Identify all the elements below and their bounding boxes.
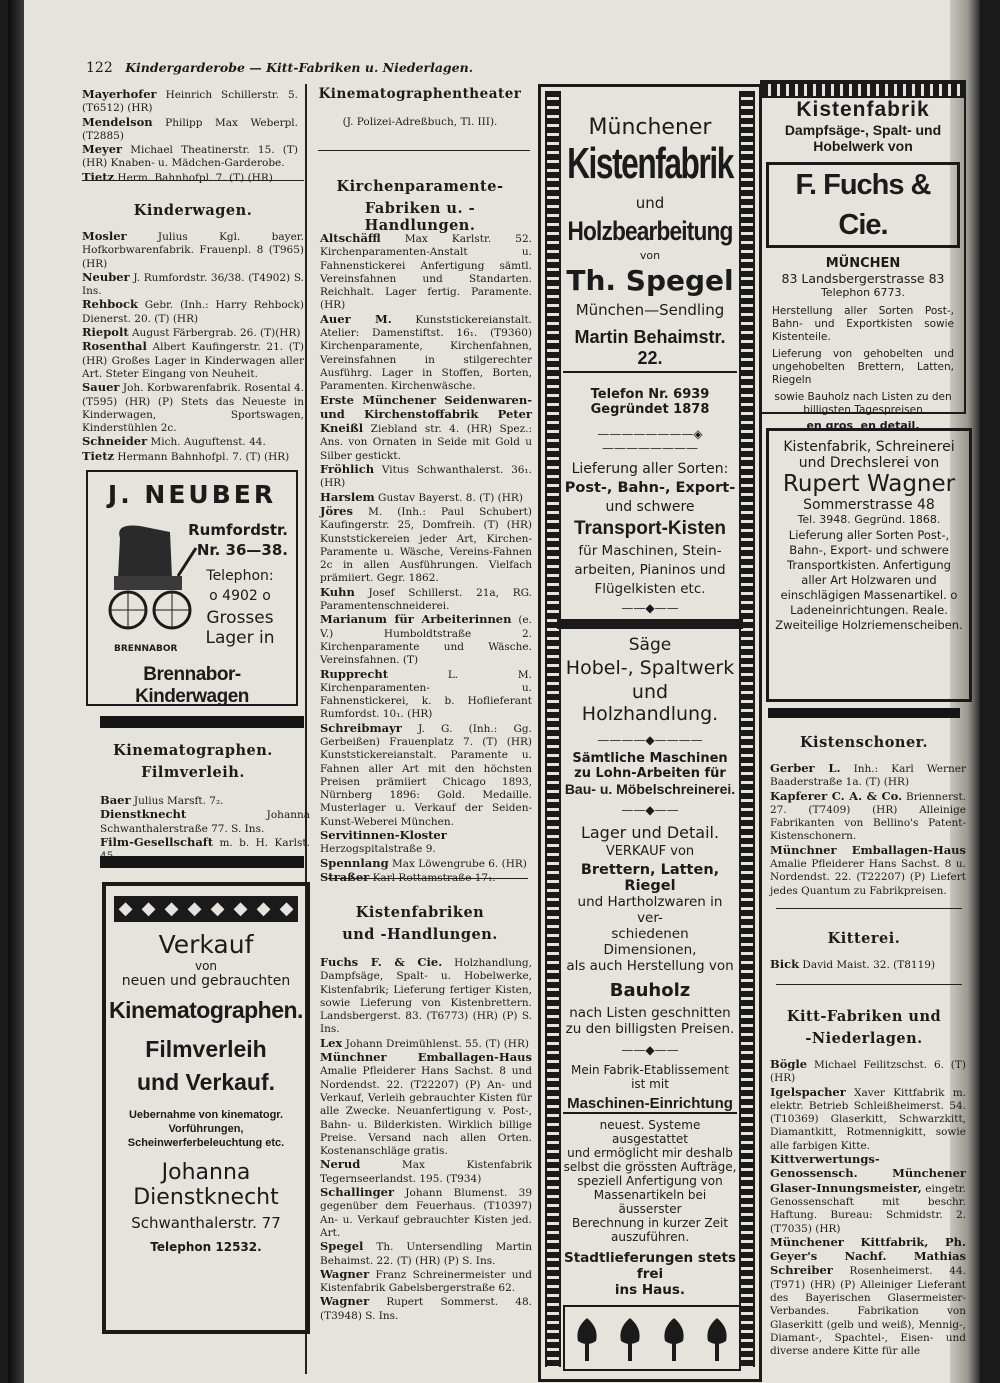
entry-name: Bick: [770, 957, 800, 971]
entry-text: Michael Feilitzschst. 6. (T) (HR): [770, 1059, 966, 1085]
fuchs-ad: [760, 80, 966, 432]
spegel-l20: und Holzhandlung.: [581, 681, 719, 725]
spegel-l17: Flügelkisten etc.: [594, 581, 706, 597]
entry-name: Wagner: [320, 1266, 370, 1281]
directory-entry: [82, 435, 304, 449]
entry-name: Tietz: [82, 448, 115, 463]
kisten-title-1: Kistenfabriken: [355, 904, 485, 921]
verkauf-filmverleih: Filmverleih: [145, 1036, 267, 1062]
spegel-l18: Säge: [628, 635, 672, 655]
directory-entry: [82, 88, 298, 116]
fuchs-brand: F. Fuchs & Cie.: [766, 162, 960, 248]
filmverleih-title: Filmverleih.: [141, 764, 245, 781]
page: [8, 0, 980, 1383]
directory-entry: [320, 722, 532, 829]
spegel-l15: für Maschinen, Stein-: [578, 543, 722, 559]
spegel-l38: selbst die grössten Aufträge,: [563, 1160, 737, 1174]
kitterei-entries: [770, 958, 966, 972]
spegel-l4: Holzbearbeitung: [567, 216, 733, 246]
spegel-l37: und ermöglicht mir deshalb: [567, 1146, 733, 1160]
directory-entry: [320, 1295, 532, 1323]
neuber-ad: [86, 470, 298, 706]
entry-name: Sauer: [82, 380, 120, 395]
theater-title: Kinematographentheater: [318, 86, 522, 102]
entry-text: Michael Theatinerstr. 15. (T) (HR) Knaben- u. Mädchen-Garderobe.: [82, 144, 298, 170]
entry-name: Tietz: [82, 169, 115, 184]
entry-name: Auer M.: [320, 311, 392, 326]
spegel-l2: Kistenfabrik: [567, 139, 733, 188]
spegel-l34: ist mit: [631, 1077, 669, 1091]
fuchs-phone: Telephon 6773.: [820, 286, 906, 299]
entry-text: eingetr. Genossenschaft mit beschr. Haftung. Bureau: Schmidstr. 2. (T7035) (HR): [770, 1182, 966, 1235]
entry-name: Harslem: [320, 489, 375, 504]
book-gutter: [8, 0, 24, 1383]
top-entries: [82, 88, 298, 185]
verkauf-name1: Johanna: [161, 1160, 251, 1185]
entry-text: David Maist. 32. (T8119): [799, 959, 936, 971]
kitt-entries: [770, 1058, 966, 1359]
spegel-l9: Telefon Nr. 6939: [590, 387, 710, 402]
directory-entry: [100, 808, 310, 836]
entry-name: Münchner Emballagen-Haus: [320, 1050, 532, 1065]
spegel-l8: Martin Behaimstr. 22.: [563, 327, 737, 373]
wagner-t5: Tel. 3948. Gegründ. 1868.: [797, 513, 941, 526]
entry-text: m. b. H. Karlst.: [219, 836, 310, 849]
thick-divider-2: [100, 856, 304, 868]
entry-text: Franz Schreinermeister und Kistenfabrik Gabelsbergerstraße 62.: [320, 1268, 532, 1295]
entry-name: Spegel: [320, 1239, 364, 1254]
spegel-l28: schiedenen Dimensionen,: [603, 926, 697, 958]
entry-text: Josef Schillerst. 21a, RG. Paramentenschneiderei.: [320, 586, 532, 613]
entry-text: Johanna Schwanthalerstraße 77. S. Ins.: [100, 809, 310, 835]
spegel-l40: Massenartikeln bei äusserster: [593, 1188, 707, 1216]
neuber-address: [188, 520, 288, 560]
wagner-t3: Rupert Wagner: [782, 471, 956, 497]
verkauf-street: Schwanthalerstr. 77: [131, 1214, 281, 1232]
entry-name: Mayerhofer: [82, 87, 157, 101]
entry-text: Philipp Max Weberpl. (T2885): [82, 116, 298, 142]
spegel-l13: und schwere: [605, 499, 695, 515]
kitt-title-2: -Niederlagen.: [805, 1030, 923, 1047]
tulip-ornament-band: [563, 1305, 741, 1371]
directory-entry: [770, 1236, 966, 1359]
verkauf-uebernahme: Uebernahme von kinematogr. Vorführungen, Scheinwerferbeleuchtung etc.: [127, 1109, 285, 1149]
column-1: [82, 88, 298, 185]
spegel-l11: Lieferung aller Sorten:: [571, 461, 729, 477]
directory-entry: [320, 857, 532, 871]
directory-entry: [82, 116, 298, 144]
entry-text: (e. V.) Humboldtstraße 2. Kirchenparamente und Wäsche. Vereinsfahnen. (T): [320, 614, 532, 667]
spegel-ad: [538, 84, 762, 1382]
entry-name: Bögle: [770, 1057, 808, 1071]
spegel-l32: zu den billigsten Preisen.: [565, 1021, 735, 1037]
entry-text: Gustav Bayerst. 8. (T) (HR): [374, 491, 523, 504]
verkauf-von: von: [194, 959, 218, 973]
chain-border-top: [762, 82, 964, 98]
entry-text: Albert Kaufingerstr. 21. (T) (HR) Großes Lager in Kinderwagen aller Art. Steter Eingang von Neuheit.: [82, 341, 304, 380]
divider: [328, 878, 528, 879]
verkauf-title: Verkauf: [158, 930, 254, 959]
entry-name: Kapferer C. A. & Co.: [770, 788, 903, 803]
entry-name: Servitinnen-Kloster: [320, 828, 447, 843]
spegel-l26: Brettern, Latten, Riegel: [580, 862, 720, 894]
entry-name: Straßer: [320, 869, 370, 884]
theater-note: (J. Polizei-Adreßbuch, Tl. III).: [342, 116, 498, 128]
entry-text: Briennerst. 27. (T7409) (HR) Alleinige Fabrikanten von Bellino's Patent-Kistenschonern.: [770, 790, 966, 843]
divider: [776, 908, 962, 909]
entry-text: Rosenheimerst. 44. (T971) (HR) (P) Alleiniger Lieferant des Bayerischen Glasermeister-Verbandes. Fabrikation von Glaserkitt (gelb und weiß), Mennig-, Diamant-, Spachtel-, Eisen- und diverse andere Kitte für alle: [770, 1265, 966, 1358]
entry-name: Rupprecht: [320, 666, 389, 681]
entry-name: Igelspacher: [770, 1084, 846, 1099]
entry-name: Nerud: [320, 1157, 361, 1172]
paramente-entries: [320, 232, 532, 885]
spegel-l7: München—Sendling: [575, 301, 725, 319]
entry-name: Münchner Emballagen-Haus: [770, 842, 966, 857]
directory-entry: [770, 1153, 966, 1236]
directory-entry: [320, 1051, 532, 1158]
entry-name: Wagner: [320, 1294, 370, 1309]
deco-border: ◆ ◆ ◆ ◆ ◆ ◆ ◆ ◆: [114, 896, 298, 922]
entry-name: Kittverwertungs-Genossensch. Münchener Glaser-Innungsmeister,: [770, 1152, 966, 1195]
fuchs-t2: Dampfsäge-, Spalt- und: [784, 122, 942, 138]
neuber-street: Rumfordstr.: [188, 521, 288, 539]
directory-entry: [82, 340, 304, 381]
entry-name: Fröhlich: [320, 462, 375, 477]
directory-entry: [320, 394, 532, 463]
wagner-ad: [766, 428, 972, 702]
thick-divider: [768, 708, 960, 718]
ornament: ————◆————: [597, 733, 703, 747]
entry-text: Herzogspitalstraße 9.: [320, 843, 436, 856]
entry-name: Marianum für Arbeiterinnen: [320, 612, 512, 627]
directory-entry: [320, 491, 532, 505]
directory-entry: [82, 271, 304, 299]
entry-name: Fuchs F. & Cie.: [320, 955, 443, 969]
entry-name: Schreibmayr: [320, 720, 402, 735]
paramente-title-2: Fabriken u. -Handlungen.: [364, 200, 476, 234]
entry-text: Inh.: Karl Werner Baaderstraße 1a. (T) (HR): [770, 763, 966, 789]
directory-entry: [320, 1037, 532, 1051]
spegel-l25: VERKAUF von: [605, 844, 695, 859]
directory-entry: [770, 790, 966, 844]
neuber-lager: Lager in: [205, 628, 275, 648]
directory-entry: [320, 1268, 532, 1296]
verkauf-und: und Verkauf.: [136, 1069, 276, 1095]
entry-text: J. G. (Inh.: Gg. Gerbeißen) Frauenplatz 7. (T) (HR) Kunststickereianstalt. Paramente u. Fahnen aller Art mit den höchsten Preisen prämiiert Chicago 1893, Nürnberg 1896: Gold. Medaille. Musterlager u. Verkauf der Seiden-Kunst-Weberei München.: [320, 722, 532, 828]
ornament: ——◆——: [621, 601, 679, 615]
entry-text: August Färbergrab. 26. (T)(HR): [128, 327, 301, 340]
spegel-l10: Gegründet 1878: [590, 402, 710, 417]
entry-text: Hermann Bahnhofpl. 7. (T) (HR): [114, 450, 290, 463]
entry-text: Johann Blumenst. 39 gegenüber dem Feuerhaus. (T10397) An- u. Verkauf gebrauchter Kisten jed. Art.: [320, 1187, 532, 1239]
tulip-icon: [613, 1313, 647, 1363]
thick-divider: [557, 619, 743, 629]
fuchs-t3: Hobelwerk von: [813, 138, 913, 154]
entry-text: Ziebland str. 4. (HR) Spez.: Ans. von Ornaten in Seide mit Gold u Silber gestickt.: [320, 423, 532, 462]
entry-text: Julius Kgl. bayer. Hofkorbwarenfabrik. Frauenpl. 8 (T965) (HR): [82, 231, 304, 270]
kisten-title-2: und -Handlungen.: [342, 926, 498, 943]
spegel-l42: auszuführen.: [610, 1230, 690, 1244]
verkauf-kinema: Kinematographen.: [109, 997, 303, 1023]
directory-entry: [320, 668, 532, 722]
directory-entry: [320, 1186, 532, 1240]
directory-entry: [320, 586, 532, 614]
entry-name: Schallinger: [320, 1185, 395, 1200]
spegel-l6: Th. Spegel: [566, 264, 734, 297]
entry-name: Lex: [320, 1035, 343, 1050]
directory-entry: [320, 613, 532, 667]
neuber-phone-number: o 4902 o: [209, 588, 271, 604]
tulip-icon: [657, 1313, 691, 1363]
entry-text: Kunststickereianstalt. Atelier: Damenstiftst. 16₁. (T9360) Kirchenparamente, Kirchenfahnen, Vereinsfahnen in stilgerechter Ausführg. Lager in Stoffen, Borten, Paramenten. Kirchenwäsche.: [320, 313, 532, 393]
neuber-grosses: Grosses: [206, 608, 274, 628]
verkauf-name2: Dienstknecht: [133, 1185, 279, 1210]
kinderwagen-title: Kinderwagen.: [133, 202, 253, 219]
brennabor-small: BRENNABOR: [114, 644, 178, 654]
brennabor-line: Brennabor-Kinderwagen: [135, 664, 249, 707]
spegel-content: [563, 87, 737, 1298]
divider: [82, 180, 304, 181]
directory-entry: [320, 463, 532, 491]
entry-text: Amalie Pfleiderer Hans Sachst. 8 u. Nordendst. 22. (T22207) (P) Liefert jedes Quantum zu Fabrikpreisen.: [770, 858, 966, 897]
entry-name: Gerber L.: [770, 761, 841, 775]
spegel-l27: und Hartholzwaren in ver-: [577, 894, 723, 926]
kino-entries: [100, 794, 310, 863]
paramente-title-1: Kirchenparamente-: [336, 178, 504, 195]
kitt-title-1: Kitt-Fabriken und: [786, 1008, 942, 1025]
spegel-l35: Maschinen-Einrichtung: [563, 1095, 737, 1114]
directory-entry: [320, 956, 532, 1037]
fuchs-p1: Herstellung aller Sorten Post-, Bahn- und Exportkisten sowie Kistenteile.: [772, 305, 954, 343]
directory-entry: [770, 844, 966, 898]
entry-text: Gebr. (Inh.: Harry Rehbock) Dienerst. 20. (T) (HR): [82, 299, 304, 325]
directory-entry: [770, 958, 966, 972]
entry-name: Altschäffl: [320, 231, 381, 245]
entry-name: Meyer: [82, 142, 123, 157]
neuber-phone-label: Telephon:: [206, 568, 274, 584]
spegel-l44: ins Haus.: [614, 1282, 686, 1298]
spegel-l29: als auch Herstellung von: [566, 958, 734, 974]
kitterei-title: Kitterei.: [827, 930, 901, 947]
spegel-l22: zu Lohn-Arbeiten für: [574, 766, 726, 781]
spegel-l5: von: [639, 249, 661, 262]
spegel-l19: Hobel-, Spaltwerk: [565, 657, 735, 679]
spegel-l3: und: [635, 194, 665, 212]
entry-text: M. (Inh.: Paul Schubert) Kaufingerstr. 25, Domfreih. (T) (HR) Kunststickereien jeder Art, Kirchen-Paramente u. Wäsche, Vereins-Fahnen 2c in allen Ausführungen. Vielfach prämiiert. Gegr. 1862.: [320, 505, 532, 585]
entry-name: Mendelson: [82, 114, 153, 129]
neuber-title: J. NEUBER: [107, 480, 277, 509]
tulip-icon: [700, 1313, 734, 1363]
directory-entry: [320, 505, 532, 586]
entry-text: Herm. Bahnhofpl. 7. (T) (HR): [114, 171, 273, 184]
directory-entry: [100, 794, 310, 808]
entry-name: Rehbock: [82, 297, 138, 312]
entry-name: Rosenthal: [82, 339, 147, 354]
entry-text: Karl Rottamstraße 17₁.: [369, 871, 496, 884]
spegel-l31: nach Listen geschnitten: [569, 1005, 731, 1021]
schoner-title: Kistenschoner.: [799, 734, 929, 751]
fuchs-p3: sowie Bauholz nach Listen zu den billigsten Tagespreisen: [774, 391, 952, 416]
schoner-entries: [770, 762, 966, 898]
entry-name: Erste Münchener Seidenwaren- und Kirchenstoffabrik Peter Kneißl: [320, 392, 532, 436]
directory-entry: [82, 381, 304, 435]
fuchs-city: MÜNCHEN: [825, 256, 901, 271]
spegel-l39: speziell Anfertigung von: [577, 1174, 723, 1188]
directory-entry: [320, 1240, 532, 1268]
directory-entry: [82, 230, 304, 271]
directory-entry: [320, 829, 532, 857]
fuchs-p2: Lieferung von gehobelten und ungehobelten Brettern, Latten, Riegeln: [772, 348, 954, 386]
entry-text: Holzhandlung, Dampfsäge, Spalt- u. Hobelwerke, Kistenfabrik; Lieferung fertiger Kisten, sowie Lieferung von Kistenbrettern. Landsbergerst. 83. (T6773) (HR) (P) S. Ins.: [320, 957, 532, 1036]
verkauf-neu: neuen und gebrauchten: [121, 973, 291, 989]
spegel-l30: Bauholz: [609, 980, 691, 1001]
page-number: 122: [86, 60, 113, 76]
running-title: Kindergarderobe — Kitt-Fabriken u. Niederlagen.: [125, 60, 474, 75]
directory-entry: [320, 313, 532, 394]
spegel-l43: Stadtlieferungen stets frei: [564, 1250, 736, 1282]
spegel-l41: Berechnung in kurzer Zeit: [571, 1216, 729, 1230]
verkauf-ad: [102, 882, 310, 1334]
divider: [318, 150, 530, 151]
entry-name: Mosler: [82, 229, 127, 243]
directory-entry: [82, 450, 304, 464]
entry-text: Julius Marsft. 7₂.: [130, 795, 224, 807]
spegel-l36: neuest. Systeme ausgestattet: [599, 1118, 701, 1146]
entry-name: Jöres: [320, 503, 353, 518]
directory-entry: [770, 1058, 966, 1086]
chain-border-right: [739, 91, 755, 1367]
entry-text: Max Löwengrube 6. (HR): [388, 857, 527, 870]
ornament: ————————◈————————: [597, 427, 703, 455]
thick-divider: [100, 716, 304, 728]
spegel-l21: Sämtliche Maschinen: [572, 751, 728, 766]
entry-text: Rupert Sommerst. 48. (T3948) S. Ins.: [320, 1296, 532, 1322]
ornament: ——◆——: [621, 1043, 679, 1057]
entry-text: Th. Untersendling Martin Behaimst. 22. (T) (HR) (P) S. Ins.: [320, 1241, 532, 1267]
entry-text: Max Kistenfabrik Tegernseerlandst. 195. (T934): [320, 1159, 532, 1185]
pram-illustration: [100, 518, 200, 638]
spegel-l23: Bau- u. Möbelschreinerei.: [564, 781, 736, 797]
directory-entry: [320, 1158, 532, 1186]
chain-border-left: [545, 91, 561, 1367]
entry-name: Münchener Kittfabrik, Ph. Geyer's Nachf. Mathias Schreiber: [770, 1234, 966, 1278]
entry-text: Mich. Auguftenst. 44.: [147, 436, 266, 449]
spegel-l16: arbeiten, Pianinos und: [574, 562, 726, 578]
directory-entry: [320, 232, 532, 313]
entry-name: Spennlang: [320, 855, 389, 870]
fuchs-street: 83 Landsbergerstrasse 83: [781, 271, 945, 286]
spegel-l14: Transport-Kisten: [573, 518, 727, 539]
directory-entry: [82, 171, 298, 185]
spegel-l24: Lager und Detail.: [580, 823, 720, 842]
entry-text: Heinrich Schillerstr. 5. (T6512) (HR): [82, 89, 298, 115]
spegel-l1: Münchener: [588, 115, 712, 140]
neuber-phone: [190, 566, 290, 648]
spegel-l12: Post-, Bahn-, Export-: [564, 480, 736, 496]
fuchs-t1: Kistenfabrik: [796, 98, 930, 121]
fuchs-p4: en gros en detail.: [806, 419, 920, 432]
wagner-t2: und Drechslerei von: [798, 455, 940, 471]
entry-name: Baer: [100, 793, 131, 807]
neuber-number: Nr. 36—38.: [196, 541, 288, 559]
entry-text: Xaver Kittfabrik m. elektr. Betrieb Schleißheimerst. 54. (T10369) Glaserkitt, Schwarzkitt, Diamantkitt, Rotmennigkitt, sowie alle farbigen Kitte.: [770, 1086, 966, 1152]
wagner-t4: Sommerstrasse 48: [803, 497, 935, 513]
entry-text: Vitus Schwanthalerst. 36₁. (HR): [320, 464, 532, 490]
entry-text: J. Rumfordstr. 36/38. (T4902) S. Ins.: [82, 271, 304, 298]
wagner-t1: Kistenfabrik, Schreinerei: [783, 439, 955, 455]
spegel-l33: Mein Fabrik-Etablissement: [570, 1063, 729, 1077]
directory-entry: [770, 1086, 966, 1153]
running-header: [86, 60, 486, 76]
ornament: ——◆——: [621, 803, 679, 817]
divider: [776, 984, 962, 985]
entry-name: Riepolt: [82, 325, 129, 340]
entry-name: Neuber: [82, 269, 130, 284]
directory-entry: [82, 298, 304, 326]
kinderwagen-entries: [82, 230, 304, 464]
entry-name: Dienstknecht: [100, 807, 187, 822]
verkauf-phone: Telephon 12532.: [150, 1240, 262, 1254]
entry-name: Film-Gesellschaft: [100, 834, 214, 849]
directory-entry: [82, 143, 298, 171]
entry-text: Amalie Pfleiderer Hans Sachst. 8 und Nordendst. 22. (T22207) (P) An- und Verkauf, Verleih gebrauchter Kisten für alle Zwecke. Neuanfertigung v. Post-, Bahn- u. Bilderkisten. Wirklich billige Preise. Versand nach allen Orten. Kostenanschläge gratis.: [320, 1065, 532, 1158]
directory-entry: [770, 762, 966, 790]
kisten-entries: [320, 956, 532, 1323]
entry-text: Joh. Korbwarenfabrik. Rosental 4. (T595) (HR) (P) Stets das Neueste in Kinderwagen, Sportswagen, Kinderstühlen 2c.: [82, 382, 304, 435]
entry-text: Johann Dreimühlenst. 55. (T) (HR): [342, 1037, 529, 1050]
entry-name: Kuhn: [320, 584, 355, 599]
tulip-icon: [570, 1313, 604, 1363]
wagner-body: Lieferung aller Sorten Post-, Bahn-, Export- und schwere Transportkisten. Anfertigung aller Art Holzwaren und einschlägigen Massenartikel. o Ladeneinrichtungen. Reale. Zweiteilige Holzriemenscheiben.: [775, 528, 963, 632]
entry-name: Schneider: [82, 434, 148, 449]
directory-entry: [82, 326, 304, 340]
entry-text: L. M. Kirchenparamenten- u. Fahnenstickerei, k. b. Hoflieferant Rumfordst. 10₁. (HR): [320, 668, 532, 721]
kino-title: Kinematographen.: [113, 742, 273, 759]
entry-text: Max Karlstr. 52. Kirchenparamenten-Anstalt u. Fahnenstickerei Anfertigung sämtl. Vereinsfahnen und Standarten. Reichhalt. Lager fertig. Paramente. (HR): [320, 233, 532, 312]
